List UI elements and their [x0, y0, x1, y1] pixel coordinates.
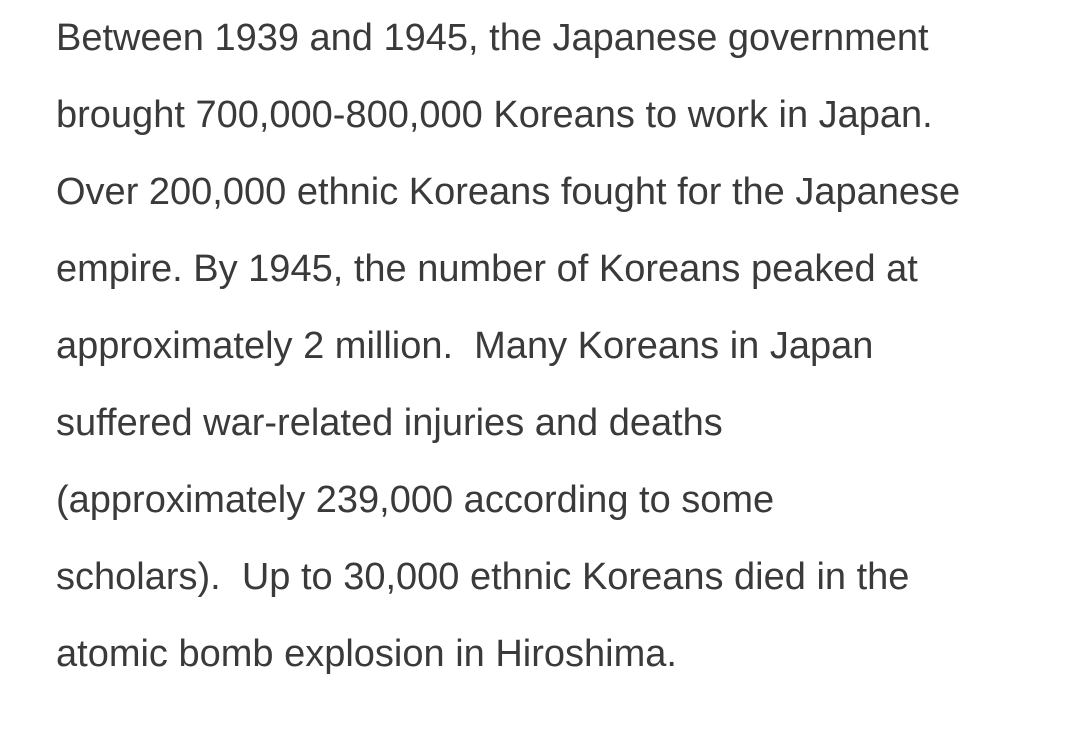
paragraph-line: Between 1939 and 1945, the Japanese government	[56, 17, 929, 59]
paragraph-line: atomic bomb explosion in Hiroshima.	[56, 633, 677, 675]
paragraph-line: suffered war-related injuries and deaths	[56, 402, 723, 444]
paragraph-line: approximately 2 million. Many Koreans in Japan	[56, 325, 874, 367]
paragraph-line: brought 700,000-800,000 Koreans to work in Japan.	[56, 94, 933, 136]
paragraph-line: empire. By 1945, the number of Koreans peaked at	[56, 248, 918, 290]
paragraph-line: Over 200,000 ethnic Koreans fought for the Japanese	[56, 171, 961, 213]
article-paragraph	[56, 0, 1056, 693]
paragraph-line: scholars). Up to 30,000 ethnic Koreans died in the	[56, 556, 910, 598]
paragraph-line: (approximately 239,000 according to some	[56, 479, 775, 521]
